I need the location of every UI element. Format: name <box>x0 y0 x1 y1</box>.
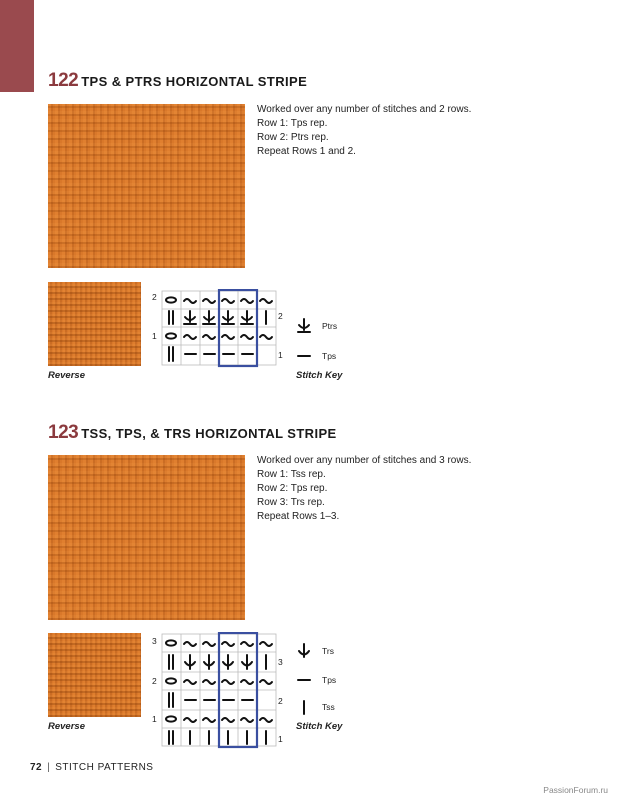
pattern-name: TSS, TPS, & TRS HORIZONTAL STRIPE <box>81 426 337 441</box>
chart-row-label: 2 <box>152 292 157 302</box>
pattern-123-instructions <box>257 454 471 524</box>
tss-icon <box>296 699 312 715</box>
instruction-line: Row 1: Tss rep. <box>257 469 326 480</box>
instruction-line: Repeat Rows 1 and 2. <box>257 146 356 157</box>
swatch-photo-front <box>48 455 245 620</box>
instruction-line: Row 3: Trs rep. <box>257 497 325 508</box>
key-label: Ptrs <box>322 321 338 331</box>
reverse-caption: Reverse <box>48 370 85 381</box>
chart-grid <box>150 632 290 750</box>
stitch-chart-122 <box>150 289 290 369</box>
swatch-photo-front <box>48 104 245 268</box>
key-label: Tss <box>322 702 335 712</box>
swatch-photo-reverse <box>48 282 141 366</box>
key-item-ptrs <box>296 318 356 334</box>
swatch-photo-reverse <box>48 633 141 717</box>
key-label: Tps <box>322 675 337 685</box>
chapter-side-tab <box>0 0 34 92</box>
pattern-123-title <box>48 422 337 444</box>
page-number: 72 <box>30 762 43 773</box>
chart-row-label-right: 1 <box>278 734 283 744</box>
chart-row-label: 1 <box>152 714 157 724</box>
chart-row-label-right: 2 <box>278 311 283 321</box>
stitch-key-caption: Stitch Key <box>296 370 343 381</box>
instruction-line: Worked over any number of stitches and 3 rows. <box>257 455 472 466</box>
instruction-line: Row 2: Ptrs rep. <box>257 132 329 143</box>
tps-icon <box>296 672 312 688</box>
chart-row-label: 1 <box>152 331 157 341</box>
instruction-line: Worked over any number of stitches and 2 rows. <box>257 104 472 115</box>
pattern-number: 122 <box>48 70 79 91</box>
ptrs-icon <box>222 311 234 324</box>
chart-grid <box>150 289 290 369</box>
ptrs-icon <box>203 311 215 324</box>
chart-row-label-right: 1 <box>278 350 283 360</box>
ptrs-icon <box>241 311 253 324</box>
pattern-name: TPS & PTRS HORIZONTAL STRIPE <box>81 74 308 89</box>
trs-icon <box>296 643 312 659</box>
page-footer <box>30 762 153 773</box>
key-item-tps <box>296 672 356 688</box>
section-name: STITCH PATTERNS <box>55 762 154 773</box>
chart-row-label-right: 2 <box>278 696 283 706</box>
pattern-122-instructions <box>257 103 471 159</box>
instruction-line: Row 2: Tps rep. <box>257 483 328 494</box>
chart-row-label: 2 <box>152 676 157 686</box>
key-item-trs <box>296 643 356 659</box>
pattern-122-title <box>48 70 307 92</box>
pattern-number: 123 <box>48 422 79 443</box>
key-label: Trs <box>322 646 334 656</box>
key-item-tss <box>296 699 356 715</box>
instruction-line: Repeat Rows 1–3. <box>257 511 340 522</box>
chart-row-label-right: 3 <box>278 657 283 667</box>
watermark: PassionForum.ru <box>543 785 608 795</box>
ptrs-icon <box>296 318 312 334</box>
instruction-line: Row 1: Tps rep. <box>257 118 328 129</box>
footer-separator: | <box>47 762 51 773</box>
stitch-key-caption: Stitch Key <box>296 721 343 732</box>
stitch-chart-123 <box>150 632 290 750</box>
key-item-tps <box>296 348 356 364</box>
ptrs-icon <box>184 311 196 324</box>
key-label: Tps <box>322 351 337 361</box>
chart-row-label: 3 <box>152 636 157 646</box>
reverse-caption: Reverse <box>48 721 85 732</box>
tps-icon <box>296 348 312 364</box>
